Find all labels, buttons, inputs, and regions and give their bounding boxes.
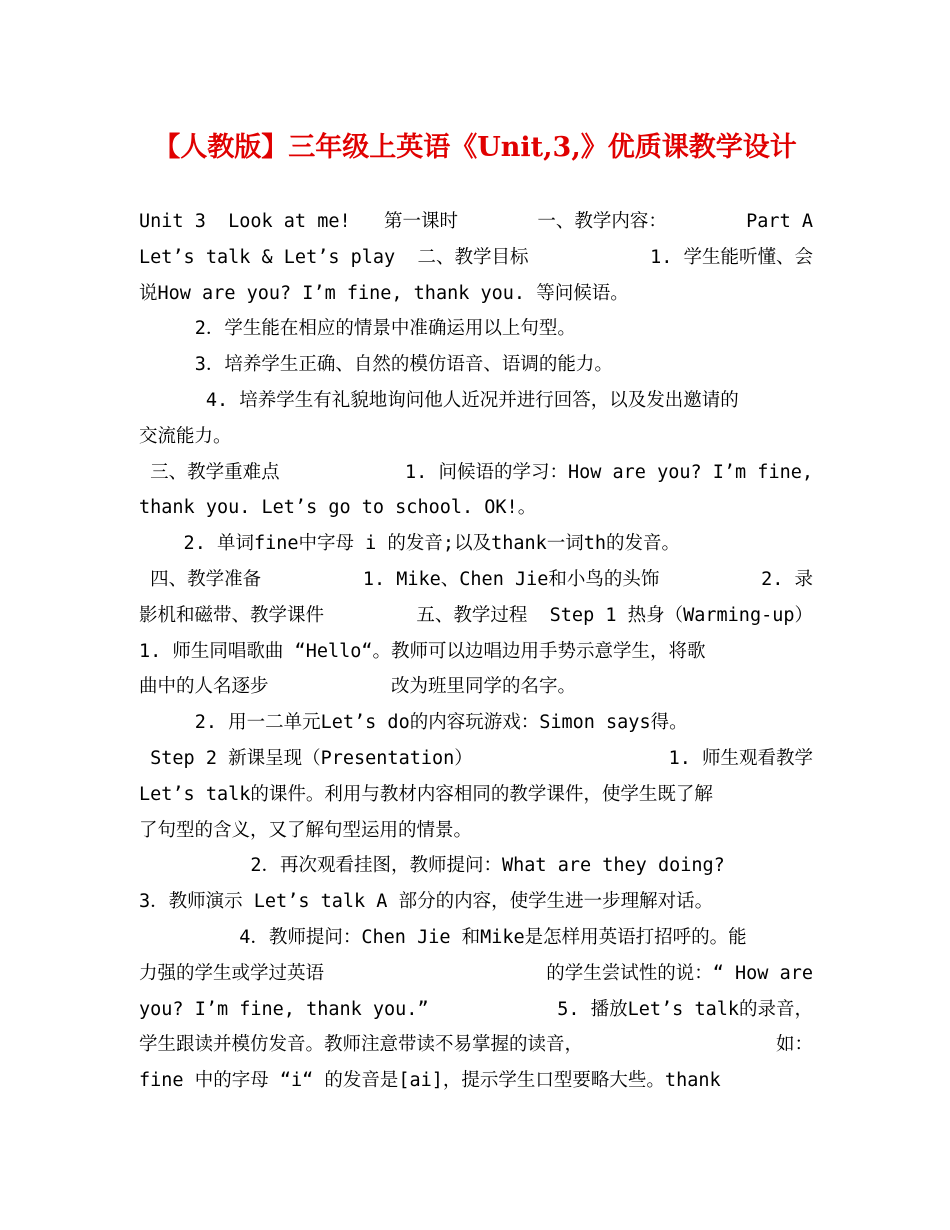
text-line xyxy=(139,848,813,884)
text-segment: 一、教学内容： xyxy=(537,211,667,232)
text-segment: 五、教学过程 Step 1 热身（Warming-up） xyxy=(416,604,813,626)
text-segment: 力强的学生或学过英语 xyxy=(139,962,325,984)
text-segment: 2．再次观看挂图，教师提问：What are they doing? xyxy=(139,855,725,877)
text-line xyxy=(139,311,813,347)
text-line xyxy=(139,813,813,849)
text-line xyxy=(139,884,813,920)
text-line xyxy=(139,1063,813,1099)
text-segment: 2. 单词fine中字母 i 的发音;以及thank一词th的发音。 xyxy=(139,533,681,555)
text-segment: 4. 培养学生有礼貌地询问他人近况并进行回答，以及发出邀请的 xyxy=(139,389,739,411)
text-segment: 交流能力。 xyxy=(139,425,232,447)
text-segment: 2. 录 xyxy=(761,568,813,590)
text-line xyxy=(139,1027,813,1063)
text-segment: Step 2 新课呈现（Presentation） xyxy=(139,747,473,769)
text-segment: Let’s talk & Let’s play 二、教学目标 xyxy=(139,246,529,268)
text-segment: 1. 师生同唱歌曲 “Hello“。教师可以边唱边用手势示意学生，将歌 xyxy=(139,640,706,662)
text-line xyxy=(139,741,813,777)
text-segment: Unit 3 Look at me! 第一课时 xyxy=(139,211,459,232)
text-segment: fine 中的字母 “i“ 的发音是[ai]，提示学生口型要略大些。thank xyxy=(139,1070,721,1092)
text-line xyxy=(139,240,813,276)
text-line xyxy=(139,347,813,383)
text-segment: 3．培养学生正确、自然的模仿语音、语调的能力。 xyxy=(139,354,613,376)
text-line xyxy=(139,383,813,419)
text-line xyxy=(139,634,813,670)
text-segment: 曲中的人名逐步 改为班里同学的名字。 xyxy=(139,676,577,698)
text-segment: 1. 学生能听懂、会 xyxy=(650,246,813,268)
text-segment: 学生跟读并模仿发音。教师注意带读不易掌握的读音， xyxy=(139,1034,584,1056)
text-line xyxy=(139,669,813,705)
text-segment: 四、教学准备 xyxy=(139,568,262,590)
text-segment: 三、教学重难点 xyxy=(139,461,280,483)
text-segment: Let’s talk的课件。利用与教材内容相同的教学课件，使学生既了解 xyxy=(139,783,713,805)
text-segment: 4．教师提问：Chen Jie 和Mike是怎样用英语打招呼的。能 xyxy=(139,926,747,948)
document-body xyxy=(139,204,813,1099)
text-line xyxy=(139,419,813,455)
text-line xyxy=(139,956,813,992)
text-segment: 2. 用一二单元Let’s do的内容玩游戏：Simon says得。 xyxy=(139,712,688,734)
text-segment: you? I’m fine, thank you.” xyxy=(139,998,429,1020)
text-segment: 3．教师演示 Let’s talk A 部分的内容，使学生进一步理解对话。 xyxy=(139,891,714,913)
text-segment: thank you. Let’s go to school. OK!。 xyxy=(139,497,537,519)
text-segment: 了句型的含义，又了解句型运用的情景。 xyxy=(139,819,473,841)
document-title: 【人教版】三年级上英语《Unit,3,》优质课教学设计 xyxy=(153,132,797,163)
text-segment: 1. 师生观看教学 xyxy=(668,747,813,769)
text-line xyxy=(139,777,813,813)
text-segment: 1. Mike、Chen Jie和小鸟的头饰 xyxy=(362,568,660,590)
text-line xyxy=(139,598,813,634)
text-line xyxy=(139,920,813,956)
text-segment: 1. 问候语的学习：How are you? I’m fine, xyxy=(405,461,813,483)
text-line xyxy=(139,562,813,598)
text-line xyxy=(139,526,813,562)
text-segment: 2．学生能在相应的情景中准确运用以上句型。 xyxy=(139,318,576,340)
text-line xyxy=(139,204,813,240)
text-line xyxy=(139,276,813,312)
text-line xyxy=(139,455,813,491)
text-line xyxy=(139,705,813,741)
text-line xyxy=(139,490,813,526)
text-segment: 说How are you? I’m fine, thank you. 等问候语。 xyxy=(139,282,629,304)
text-line xyxy=(139,992,813,1028)
text-segment: 5. 播放Let’s talk的录音， xyxy=(557,998,813,1020)
text-segment: 如： xyxy=(775,1034,813,1056)
text-segment: Part A xyxy=(746,211,813,232)
text-segment: 影机和磁带、教学课件 xyxy=(139,604,325,626)
text-segment: 的学生尝试性的说：“ How are xyxy=(546,962,813,984)
